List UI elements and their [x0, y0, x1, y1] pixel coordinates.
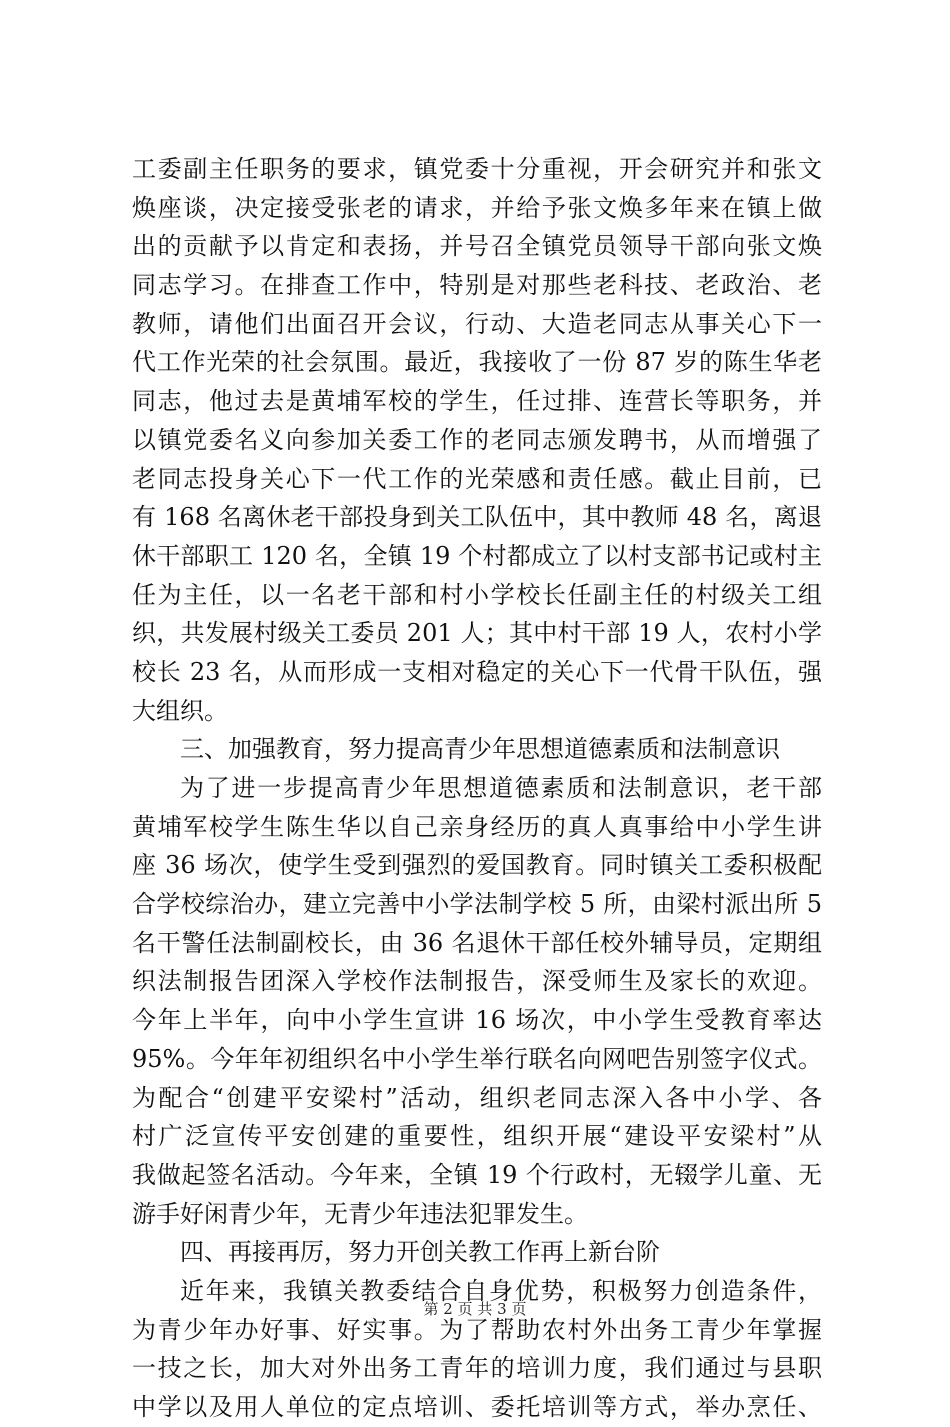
body-line: 有 168 名离休老干部投身到关工队伍中，其中教师 48 名，离退	[132, 503, 822, 532]
page-number-label: 第 2 页 共 3 页	[423, 1300, 527, 1318]
document-body	[132, 150, 822, 1427]
body-line: 校长 23 名，从而形成一支相对稳定的关心下一代骨干队伍，强	[132, 657, 822, 686]
body-line: 出的贡献予以肯定和表扬，并号召全镇党员领导干部向张文焕	[132, 232, 822, 261]
body-line: 同志学习。在排查工作中，特别是对那些老科技、老政治、老	[132, 271, 822, 300]
body-line: 为了进一步提高青少年思想道德素质和法制意识，老干部	[180, 774, 822, 802]
body-line: 同志，他过去是黄埔军校的学生，任过排、连营长等职务，并	[132, 387, 822, 416]
body-line: 以镇党委名义向参加关委工作的老同志颁发聘书，从而增强了	[132, 425, 822, 454]
body-line: 一技之长，加大对外出务工青年的培训力度，我们通过与县职	[132, 1354, 822, 1383]
body-line: 为青少年办好事、好实事。为了帮助农村外出务工青少年掌握	[132, 1315, 822, 1344]
body-line: 代工作光荣的社会氛围。最近，我接收了一份 87 岁的陈生华老	[132, 348, 822, 377]
body-line: 黄埔军校学生陈生华以自己亲身经历的真人真事给中小学生讲	[132, 812, 822, 841]
body-line: 老同志投身关心下一代工作的光荣感和责任感。截止目前，已	[132, 464, 822, 493]
body-line: 我做起签名活动。今年来，全镇 19 个行政村，无辍学儿童、无	[132, 1160, 822, 1189]
body-line: 村广泛宣传平安创建的重要性，组织开展“建设平安梁村”从	[132, 1122, 822, 1151]
page-footer	[0, 1298, 950, 1319]
body-line: 焕座谈，决定接受张老的请求，并给予张文焕多年来在镇上做	[132, 193, 822, 222]
body-line: 织法制报告团深入学校作法制报告，深受师生及家长的欢迎。	[132, 967, 822, 996]
body-line: 95%。今年年初组织名中小学生举行联名向网吧告别签字仪式。	[132, 1044, 822, 1073]
body-line: 织，共发展村级关工委员 201 人；其中村干部 19 人，农村小学	[132, 619, 822, 648]
body-line: 今年上半年，向中小学生宣讲 16 场次，中小学生受教育率达	[132, 1006, 822, 1035]
body-line: 为配合“创建平安梁村”活动，组织老同志深入各中小学、各	[132, 1083, 822, 1112]
body-line: 大组织。	[132, 696, 228, 725]
body-line: 座 36 场次，使学生受到强烈的爱国教育。同时镇关工委积极配	[132, 851, 822, 880]
body-line: 游手好闲青少年，无青少年违法犯罪发生。	[132, 1199, 588, 1228]
section-heading: 三、加强教育，努力提高青少年思想道德素质和法制意识	[180, 735, 780, 764]
body-line: 工委副主任职务的要求，镇党委十分重视，开会研究并和张文	[132, 155, 822, 183]
body-line: 近年来，我镇关教委结合自身优势，积极努力创造条件，	[180, 1276, 822, 1305]
body-line: 休干部职工 120 名，全镇 19 个村都成立了以村支部书记或村主	[132, 541, 822, 570]
body-line: 教师，请他们出面召开会议，行动、大造老同志从事关心下一	[132, 309, 822, 338]
body-line: 合学校综治办，建立完善中小学法制学校 5 所，由梁村派出所 5	[132, 890, 822, 919]
body-line: 任为主任，以一名老干部和村小学校长任副主任的村级关工组	[132, 580, 822, 609]
body-line: 名干警任法制副校长，由 36 名退休干部任校外辅导员，定期组	[132, 928, 822, 957]
section-heading: 四、再接再厉，努力开创关教工作再上新台阶	[180, 1238, 660, 1267]
body-line: 中学以及用人单位的定点培训、委托培训等方式，举办烹任、	[132, 1393, 822, 1421]
